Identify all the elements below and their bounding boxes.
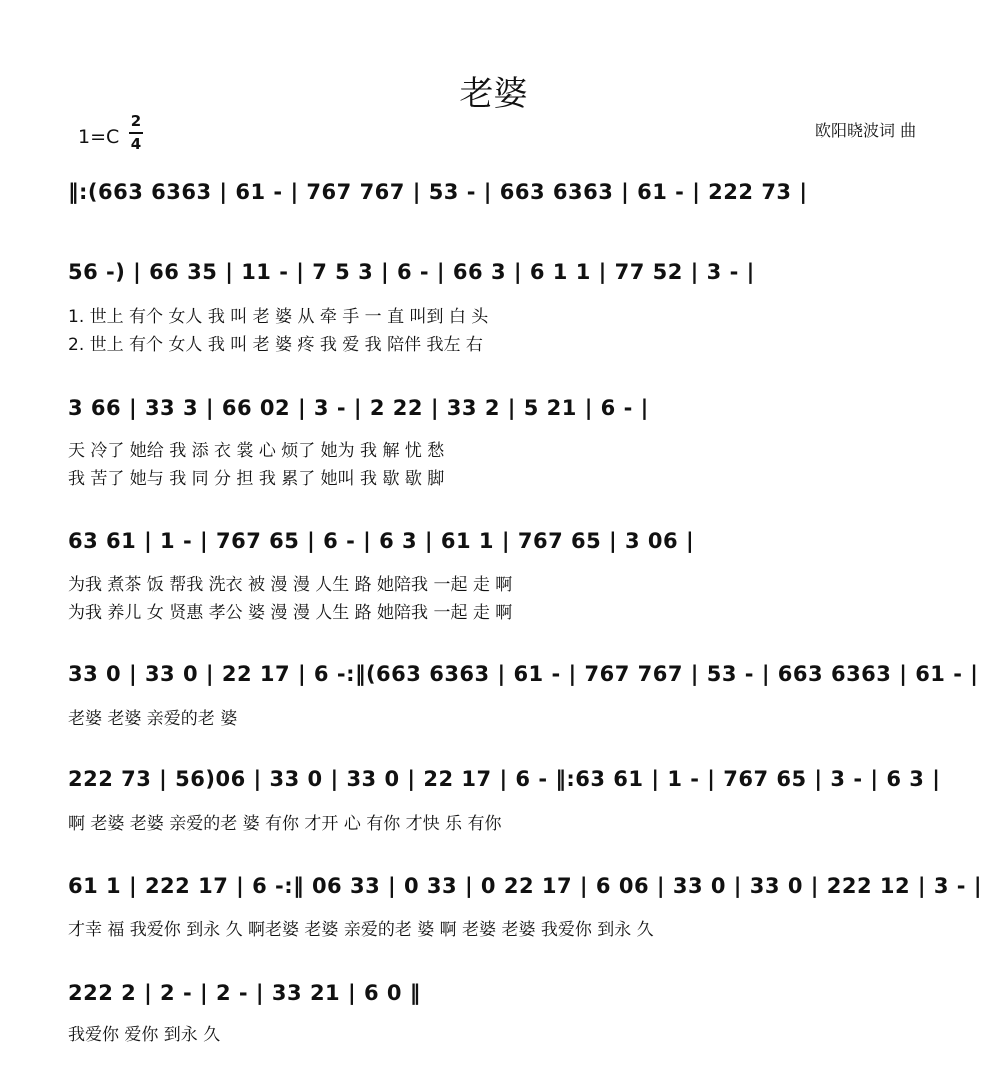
notation-line-3: 3 66 | 33 3 | 66 02 | 3 - | 2 22 | 33 2 | 5 21 | 6 - |: [68, 396, 649, 420]
notation-line-7: 61 1 | 222 17 | 6 -:‖ 06 33 | 0 33 | 0 22 17 | 6 06 | 33 0 | 33 0 | 222 12 | 3 - |: [68, 874, 983, 898]
lyric-line-8: 我爱你 爱你 到永 久: [68, 1025, 221, 1045]
lyric-line-4a: 为我 煮茶 饭 帮我 洗衣 被 漫 漫 人生 路 她陪我 一起 走 啊: [68, 575, 513, 595]
time-signature: [128, 112, 144, 154]
lyric-line-7: 才幸 福 我爱你 到永 久 啊老婆 老婆 亲爱的老 婆 啊 老婆 老婆 我爱你 到永 久: [68, 920, 654, 940]
credit: 欧阳晓波词 曲: [815, 121, 917, 140]
time-signature-bottom: 4: [130, 135, 142, 153]
lyric-line-2a: 1. 世上 有个 女人 我 叫 老 婆 从 牵 手 一 直 叫到 白 头: [68, 307, 489, 327]
song-title: 老婆: [459, 74, 528, 114]
notation-line-5: 33 0 | 33 0 | 22 17 | 6 -:‖(663 6363 | 61 - | 767 767 | 53 - | 663 6363 | 61 - |: [68, 662, 979, 686]
notation-line-4: 63 61 | 1 - | 767 65 | 6 - | 6 3 | 61 1 | 767 65 | 3 06 |: [68, 529, 695, 553]
lyric-line-2b: 2. 世上 有个 女人 我 叫 老 婆 疼 我 爱 我 陪伴 我左 右: [68, 335, 483, 355]
lyric-line-4b: 为我 养儿 女 贤惠 孝公 婆 漫 漫 人生 路 她陪我 一起 走 啊: [68, 603, 513, 623]
lyric-line-5: 老婆 老婆 亲爱的老 婆: [68, 709, 238, 729]
notation-line-8: 222 2 | 2 - | 2 - | 33 21 | 6 0 ‖: [68, 981, 421, 1005]
time-signature-line: [129, 132, 143, 134]
lyric-line-6: 啊 老婆 老婆 亲爱的老 婆 有你 才开 心 有你 才快 乐 有你: [68, 814, 502, 834]
notation-line-6: 222 73 | 56)06 | 33 0 | 33 0 | 22 17 | 6 - ‖:63 61 | 1 - | 767 65 | 3 - | 6 3 |: [68, 767, 941, 791]
notation-line-1: ‖:(663 6363 | 61 - | 767 767 | 53 - | 663 6363 | 61 - | 222 73 |: [68, 180, 808, 204]
key-signature: 1=C: [78, 126, 120, 148]
lyric-line-3a: 天 冷了 她给 我 添 衣 裳 心 烦了 她为 我 解 忧 愁: [68, 441, 445, 461]
notation-line-2: 56 -) | 66 35 | 11 - | 7 5 3 | 6 - | 66 3 | 6 1 1 | 77 52 | 3 - |: [68, 260, 755, 284]
time-signature-top: 2: [130, 112, 142, 130]
lyric-line-3b: 我 苦了 她与 我 同 分 担 我 累了 她叫 我 歇 歇 脚: [68, 469, 445, 489]
